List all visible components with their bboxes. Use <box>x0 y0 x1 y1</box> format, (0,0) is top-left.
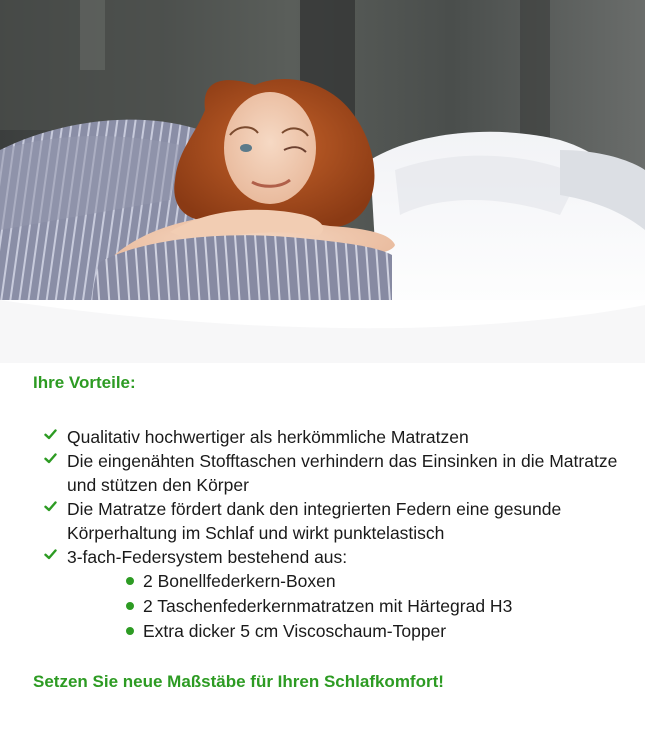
claim-text: Setzen Sie neue Maßstäbe für Ihren Schlafkomfort! <box>33 672 444 691</box>
spring-system-item <box>123 569 634 594</box>
advantage-item <box>44 449 634 497</box>
bullet-dot <box>126 627 134 635</box>
hero-photo <box>0 0 645 363</box>
advantages-heading: Ihre Vorteile: <box>33 373 136 392</box>
spring-system-list <box>67 569 634 644</box>
advantage-item <box>44 425 634 449</box>
bullet-dot <box>126 577 134 585</box>
bullet-dot <box>126 602 134 610</box>
spring-system-text: 2 Bonellfederkern-Boxen <box>143 571 336 591</box>
spring-system-item <box>123 594 634 619</box>
check-icon <box>44 452 57 465</box>
advantages-list <box>44 425 634 644</box>
advantage-text: Die Matratze fördert dank den integrierten Federn eine gesunde Körperhaltung im Schlaf und wirkt punktelastisch <box>67 499 562 543</box>
content <box>0 363 645 750</box>
advantage-text: Die eingenähten Stofftaschen verhindern das Einsinken in die Matratze und stützen den Körper <box>67 451 618 495</box>
advantage-item <box>44 545 634 644</box>
advantage-text: 3-fach-Federsystem bestehend aus: <box>67 547 348 567</box>
hero-image <box>0 0 645 363</box>
check-icon <box>44 428 57 441</box>
advantage-text: Qualitativ hochwertiger als herkömmliche Matratzen <box>67 427 469 447</box>
spring-system-text: 2 Taschenfederkernmatratzen mit Härtegrad H3 <box>143 596 513 616</box>
check-icon <box>44 548 57 561</box>
check-icon <box>44 500 57 513</box>
advantage-item <box>44 497 634 545</box>
spring-system-item <box>123 619 634 644</box>
spring-system-text: Extra dicker 5 cm Viscoschaum-Topper <box>143 621 447 641</box>
